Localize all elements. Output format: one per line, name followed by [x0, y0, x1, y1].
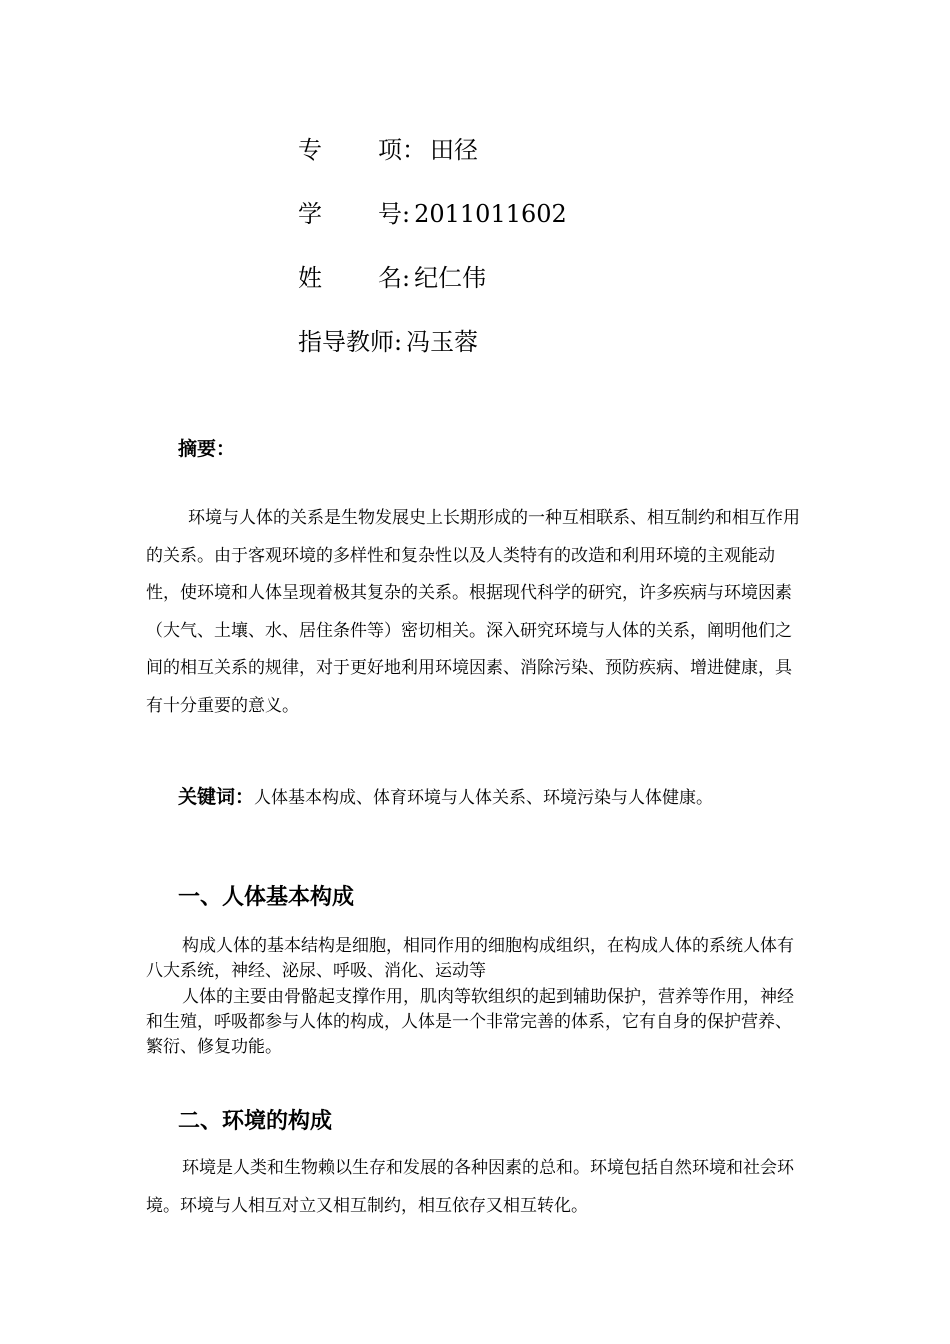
- info-row-student-id: [298, 192, 567, 256]
- section-1-heading: 一、人体基本构成: [178, 885, 355, 910]
- keywords-label: 关键词：: [178, 786, 255, 808]
- info-row-name: [298, 256, 567, 320]
- info-row-advisor: [298, 320, 567, 384]
- info-value-name: 纪仁伟: [414, 264, 487, 292]
- info-value-specialty: 田径: [430, 136, 478, 164]
- student-info-block: [298, 128, 567, 384]
- keywords-line: [178, 782, 713, 809]
- abstract-heading: 摘要：: [178, 438, 236, 460]
- abstract-body: 环境与人体的关系是生物发展史上长期形成的一种互相联系、相互制约和相互作用的关系。由于客观环境的多样性和复杂性以及人类特有的改造和利用环境的主观能动性，使环境和人体呈现着极其复杂的关系。根据现代科学的研究，许多疾病与环境因素（大气、土壤、水、居住条件等）密切相关。深入研究环境与人体的关系，阐明他们之间的相互关系的规律，对于更好地利用环境因素、消除污染、预防疾病、增进健康，具有十分重要的意义。: [146, 508, 800, 716]
- section-2-heading: 二、环境的构成: [178, 1109, 333, 1134]
- info-separator: :: [394, 328, 403, 356]
- info-label-name: 姓 名: [298, 264, 402, 292]
- section-1-paragraph-1: 构成人体的基本结构是细胞，相同作用的细胞构成组织，在构成人体的系统人体有八大系统，神经、泌尿、呼吸、消化、运动等: [146, 936, 794, 981]
- info-separator: ：: [402, 136, 426, 164]
- info-value-student-id: 2011011602: [414, 200, 567, 228]
- info-row-specialty: [298, 128, 567, 192]
- section-2-paragraph-1: 环境是人类和生物赖以生存和发展的各种因素的总和。环境包括自然环境和社会环境。环境与人相互对立又相互制约，相互依存又相互转化。: [146, 1158, 794, 1216]
- info-separator: :: [402, 200, 411, 228]
- info-separator: :: [402, 264, 411, 292]
- info-value-advisor: 冯玉蓉: [406, 328, 479, 356]
- info-label-advisor: 指导教师: [298, 328, 394, 356]
- info-label-specialty: 专 项: [298, 136, 402, 164]
- info-label-student-id: 学 号: [298, 200, 402, 228]
- keywords-text: 人体基本构成、体育环境与人体关系、环境污染与人体健康。: [254, 788, 714, 808]
- section-1-paragraph-2: 人体的主要由骨骼起支撑作用，肌肉等软组织的起到辅助保护，营养等作用，神经和生殖，呼吸都参与人体的构成，人体是一个非常完善的体系，它有自身的保护营养、繁衍、修复功能。: [146, 987, 794, 1057]
